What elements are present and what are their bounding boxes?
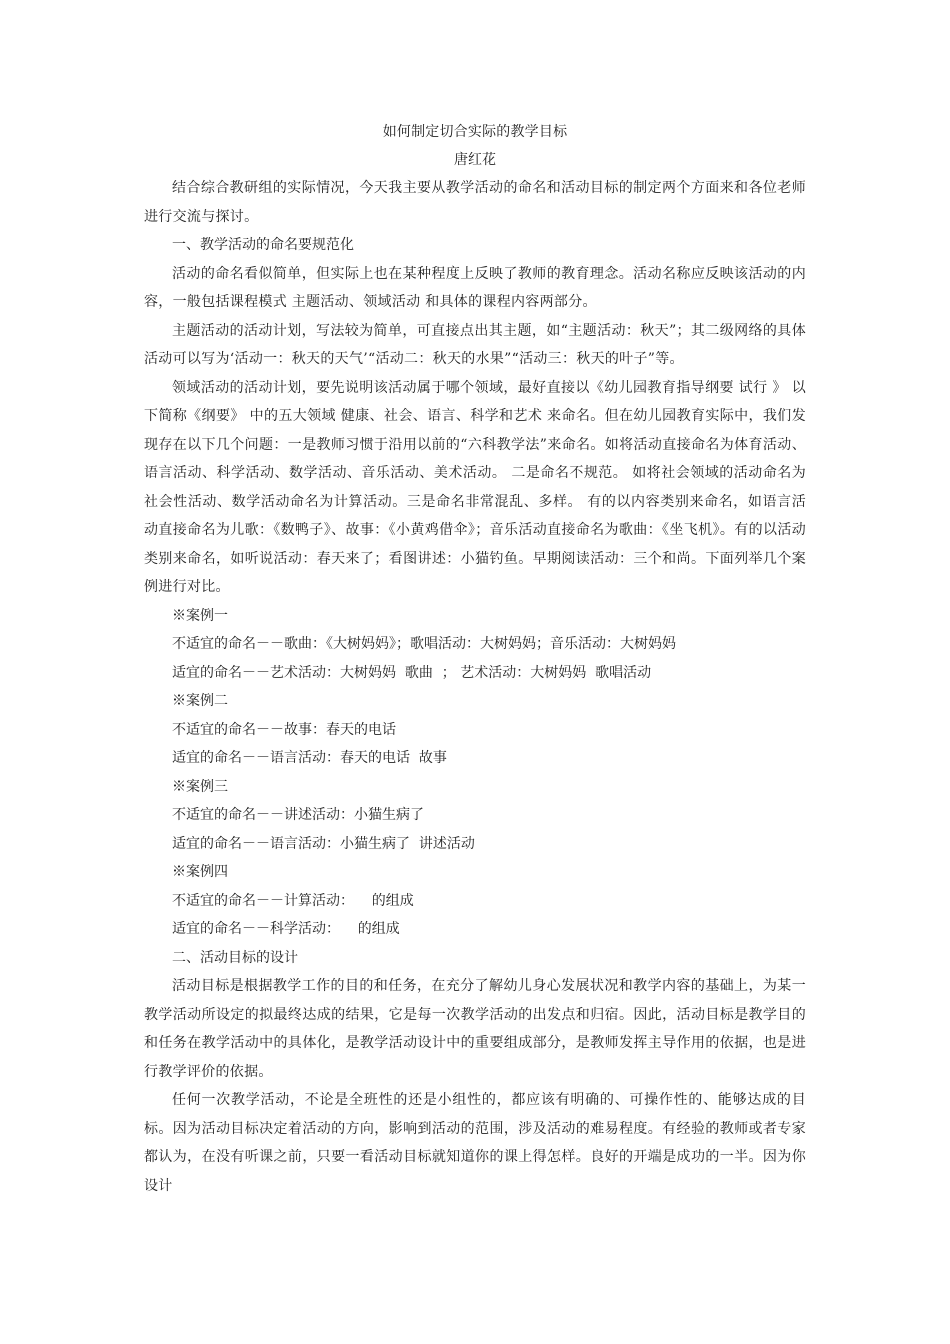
case-3-heading: ※案例三 (172, 778, 228, 795)
case-2-suitable: 适宜的命名－－语言活动：春天的电话 故事 (172, 750, 447, 766)
case-1-unsuitable: 不适宜的命名－－歌曲：《大树妈妈》；歌唱活动：大树妈妈；音乐活动：大树妈妈 (172, 636, 676, 652)
section-heading-1: 一、教学活动的命名要规范化 (172, 237, 354, 253)
document-page (144, 122, 806, 1200)
case-4-heading: ※案例四 (172, 864, 228, 880)
case-2-unsuitable: 不适宜的命名－－故事：春天的电话 (172, 721, 396, 738)
case-4-suitable: 适宜的命名－－科学活动： 的组成 (172, 921, 400, 937)
case-2-heading: ※案例二 (172, 693, 228, 709)
naming-paragraph: 活动的命名看似简单，但实际上也在某种程度上反映了教师的教育理念。活动名称应反映该活动的内容，一般包括课程模式 主题活动、领域活动 和具体的课程内容两部分。 (144, 265, 806, 310)
document-title: 如何制定切合实际的教学目标 (382, 124, 568, 140)
objective-importance-paragraph: 任何一次教学活动，不论是全班性的还是小组性的，都应该有明确的、可操作性的、能够达成的目标。因为活动目标决定着活动的方向，影响到活动的范围，涉及活动的难易程度。有经验的教师或者专家都认为，在没有听课之前，只要一看活动目标就知道你的课上得怎样。良好的开端是成功的一半。因为你设计 (144, 1092, 806, 1194)
case-4-unsuitable: 不适宜的命名－－计算活动： 的组成 (172, 892, 414, 909)
case-3-suitable: 适宜的命名－－语言活动：小猫生病了 讲述活动 (172, 835, 475, 852)
section-heading-2: 二、活动目标的设计 (172, 949, 298, 966)
domain-activity-paragraph: 领域活动的活动计划，要先说明该活动属于哪个领域，最好直接以《幼儿园教育指导纲要 试行 》 以下简称《纲要》 中的五大领域 健康、社会、语言、科学和艺术 来命名。但在幼儿园教育实际中，我们发现存在以下几个问题：一是教师习惯于沿用以前的“六科教学法”来命名。如将活动直接命名为体育活动、语言活动、科学活动、数学活动、音乐活动、美术活动。 二是命名不规范。 如将社会领域的活动命名为社会性活动、数学活动命名为计算活动。三是命名非常混乱、多样。 有的以内容类别来命名，如语言活动直接命名为儿歌：《数鸭子》、故事：《小黄鸡借伞》；音乐活动直接命名为歌曲：《坐飞机》。有的以活动类别来命名，如听说活动：春天来了；看图讲述：小猫钓鱼。早期阅读活动：三个和尚。下面列举几个案例进行对比。 (144, 379, 806, 595)
document-author: 唐红花 (454, 152, 496, 168)
case-1-suitable: 适宜的命名－－艺术活动：大树妈妈 歌曲 ； 艺术活动：大树妈妈 歌唱活动 (172, 664, 652, 681)
case-1-heading: ※案例一 (172, 607, 228, 624)
intro-paragraph: 结合综合教研组的实际情况，今天我主要从教学活动的命名和活动目标的制定两个方面来和各位老师进行交流与探讨。 (144, 180, 806, 225)
objective-definition-paragraph: 活动目标是根据教学工作的目的和任务，在充分了解幼儿身心发展状况和教学内容的基础上，为某一教学活动所设定的拟最终达成的结果，它是每一次教学活动的出发点和归宿。因此，活动目标是教学目的和任务在教学活动中的具体化，是教学活动设计中的重要组成部分，是教师发挥主导作用的依据，也是进行教学评价的依据。 (144, 978, 806, 1080)
case-3-unsuitable: 不适宜的命名－－讲述活动：小猫生病了 (172, 807, 424, 823)
theme-activity-paragraph: 主题活动的活动计划，写法较为简单，可直接点出其主题，如“主题活动：秋天”；其二级网络的具体活动可以写为‘活动一：秋天的天气’“活动二：秋天的水果”“活动三：秋天的叶子”等。 (144, 322, 806, 367)
